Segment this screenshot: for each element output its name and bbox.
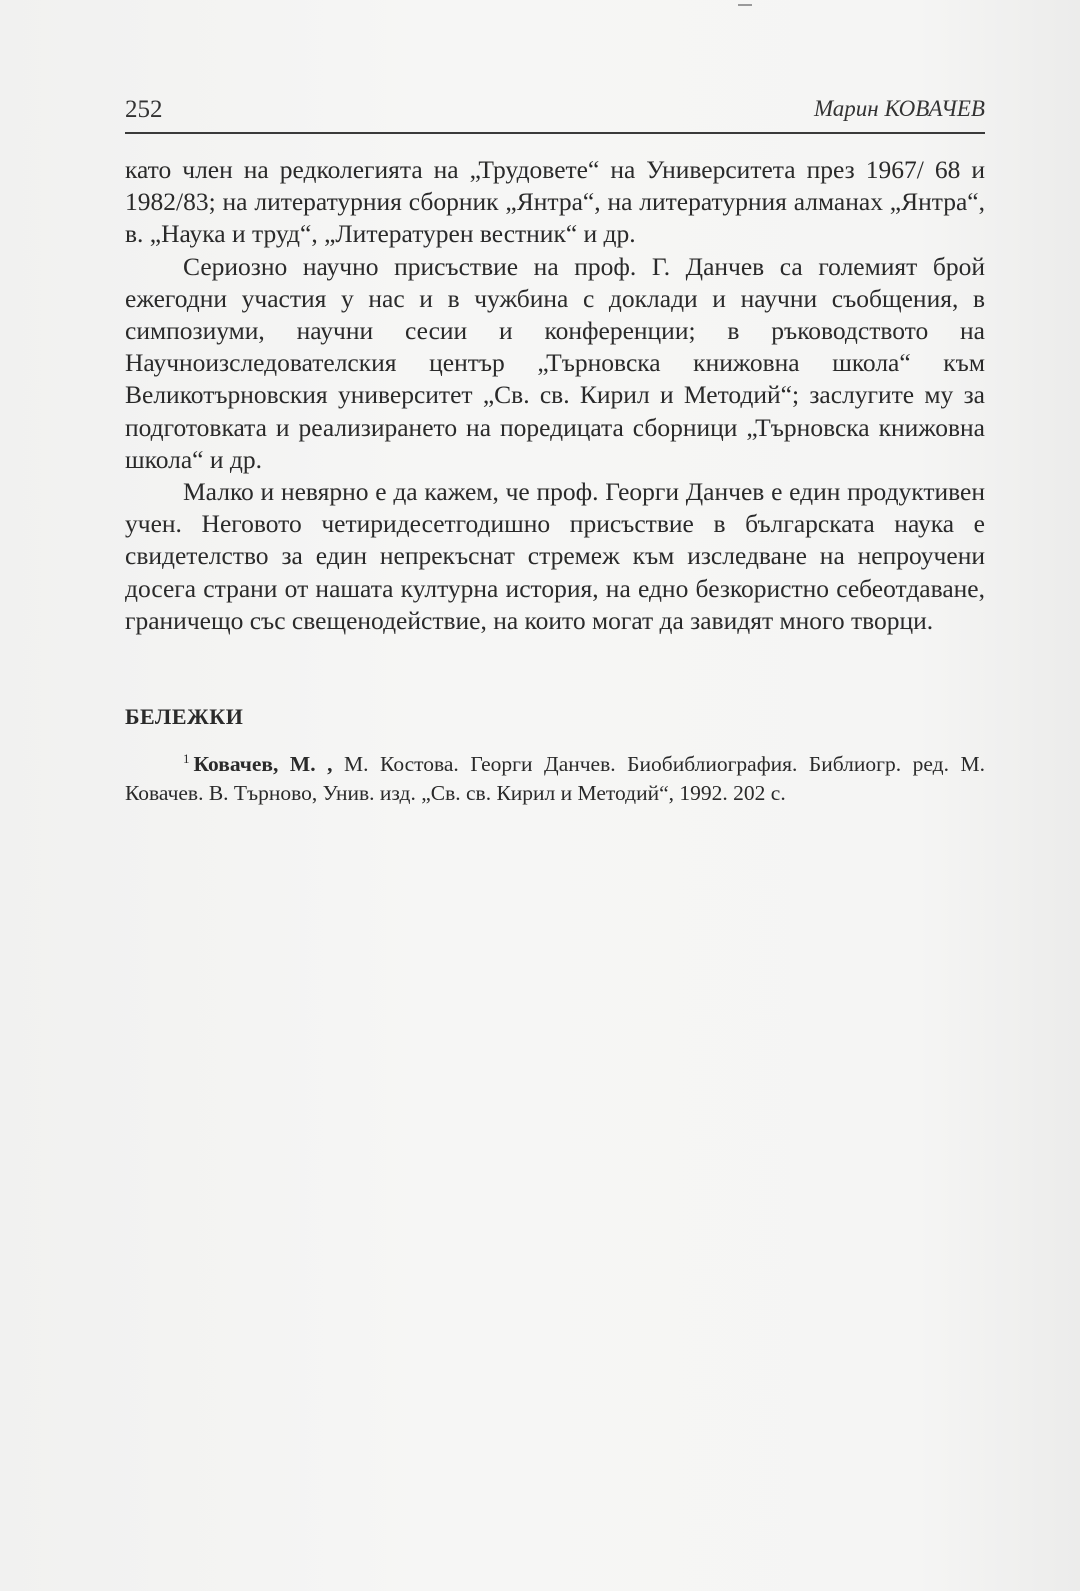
- footnote-marker: 1: [183, 751, 190, 766]
- footnote-author: Ковачев, М. ,: [193, 752, 333, 776]
- page-number: 252: [125, 96, 163, 123]
- body-text: [125, 154, 985, 637]
- footnote-1: [125, 744, 985, 808]
- scan-artifact: [738, 4, 752, 6]
- notes-heading: БЕЛЕЖКИ: [125, 704, 244, 729]
- paragraph-conclusion: Малко и невярно е да кажем, че проф. Георги Данчев е един продуктивен учен. Неговото четиридесетгодишно присъствие в българската наука е свидетелство за един непрекъснат стремеж към изследване на непроучени досега страни от нашата културна история, на едно безкористно себеотдаване, граничещо със свещенодействие, на които могат да завидят много творци.: [125, 477, 985, 635]
- paragraph-continuation: като член на редколегията на „Трудовете“ на Университета през 1967/ 68 и 1982/83; на литературния сборник „Янтра“, на литературния алманах „Янтра“, в. „Наука и труд“, „Литературен вестник“ и др.: [125, 155, 985, 249]
- paragraph-scientific-presence: Сериозно научно присъствие на проф. Г. Данчев са големият брой ежегодни участия у нас и в чужбина с доклади и научни съобщения, в симпозиуми, научни сесии и конференции; в ръководството на Научноизследователския център „Търновска книжовна школа“ към Великотърновския университет „Св. св. Кирил и Методий“; заслугите му за подготовката и реализирането на поредицата сборници „Търновска книжовна школа“ и др.: [125, 251, 985, 474]
- footnote-text: М. Костова. Георги Данчев. Биобиблиография. Библиогр. ред. М. Ковачев. В. Търново, Унив. изд. „Св. св. Кирил и Методий“, 1992. 202 с.: [125, 752, 985, 805]
- running-head-author: Марин КОВАЧЕВ: [813, 96, 985, 121]
- page-header: [125, 92, 985, 134]
